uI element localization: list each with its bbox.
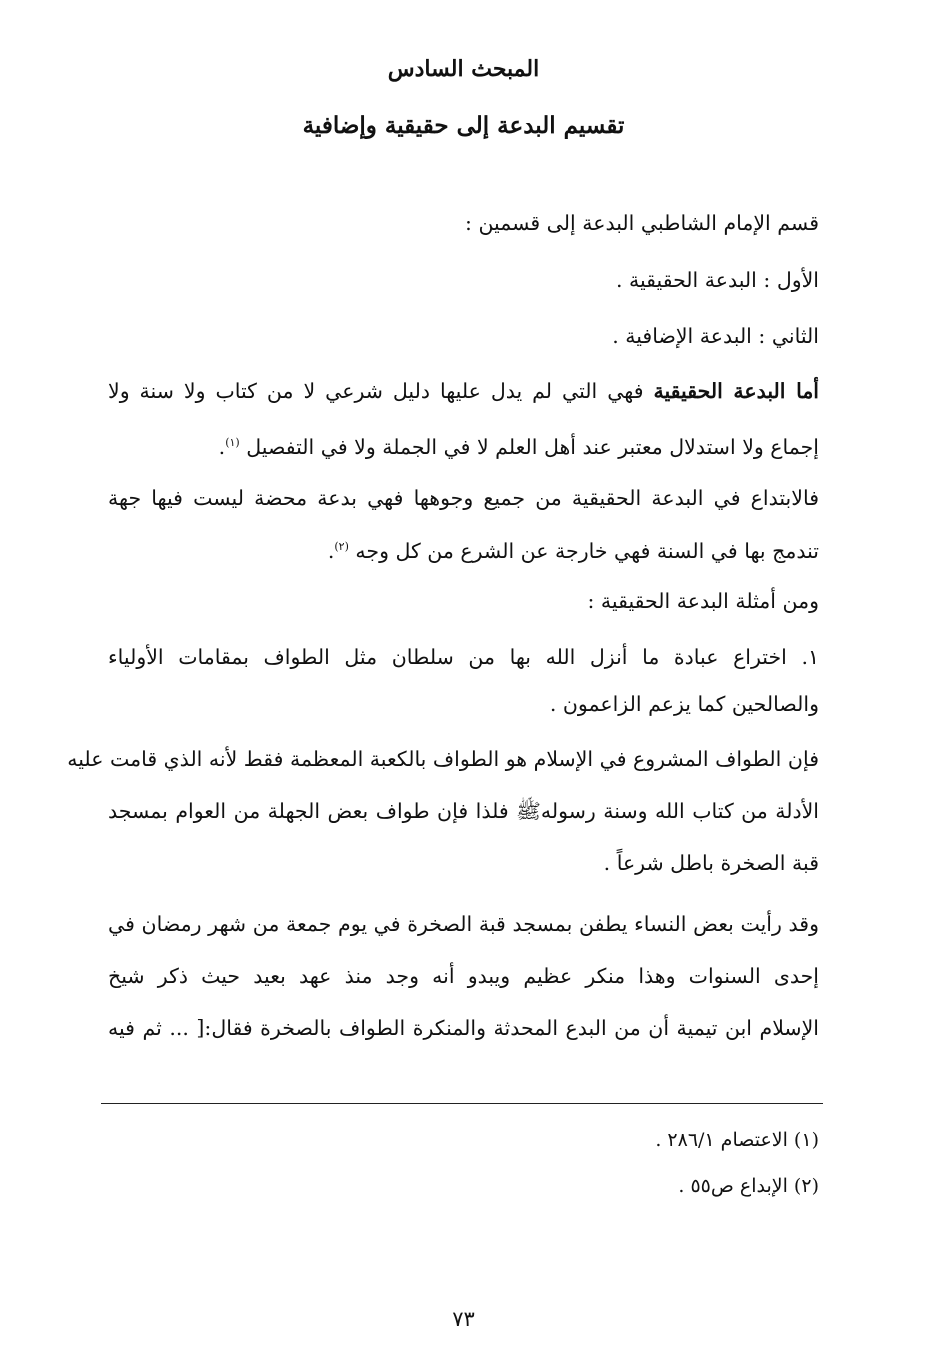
body-line-7-end: . (327, 539, 335, 563)
body-line-6: فالابتداع في البدعة الحقيقية من جميع وجوهها فهي بدعة محضة ليست فيها جهة (108, 486, 819, 510)
body-line-14: وقد رأيت بعض النساء يطفن بمسجد قبة الصخرة في يوم جمعة من شهر رمضان في (108, 912, 819, 936)
body-line-8: ومن أمثلة البدعة الحقيقية : (587, 589, 819, 613)
chapter-title: تقسيم البدعة إلى حقيقية وإضافية (302, 112, 625, 139)
body-line-5-text: إجماع ولا استدلال معتبر عند أهل العلم لا في الجملة ولا في التفصيل (239, 435, 819, 459)
footnote-ref-1: (١) (225, 436, 240, 450)
body-line-5-end: . (218, 435, 226, 459)
footnote-divider (101, 1103, 823, 1104)
body-line-2: الأول : البدعة الحقيقية . (615, 268, 819, 292)
footnote-ref-2: (٢) (334, 540, 349, 554)
body-line-11: فإن الطواف المشروع في الإسلام هو الطواف بالكعبة المعظمة فقط لأنه الذي قامت عليه (67, 747, 819, 771)
footnote-2: (٢) الإبداع ص٥٥ . (678, 1175, 819, 1197)
body-line-15: إحدى السنوات وهذا منكر عظيم ويبدو أنه وجد منذ عهد بعيد حيث ذكر شيخ (108, 964, 819, 988)
body-line-7 (108, 535, 819, 567)
body-line-3: الثاني : البدعة الإضافية . (612, 324, 819, 348)
body-line-12: الأدلة من كتاب الله وسنة رسولهﷺ فلذا فإن طواف بعض الجهلة من العوام بمسجد (108, 799, 819, 823)
term-real-bidah: أما البدعة الحقيقية (653, 379, 819, 403)
body-line-16: الإسلام ابن تيمية أن من البدع المحدثة والمنكرة الطواف بالصخرة فقال:[ ... ثم فيه (108, 1016, 819, 1040)
body-line-4 (108, 375, 819, 407)
body-line-9: ١. اختراع عبادة ما أنزل الله بها من سلطان مثل الطواف بمقامات الأولياء (108, 645, 819, 669)
footnote-1: (١) الاعتصام ٢٨٦/١ . (655, 1129, 819, 1151)
body-line-4-rest: فهي التي لم يدل عليها دليل شرعي لا من كتاب ولا سنة ولا (108, 379, 654, 403)
body-line-10: والصالحين كما يزعم الزاعمون . (549, 692, 819, 716)
body-line-7-text: تندمج بها في السنة فهي خارجة عن الشرع من كل وجه (348, 539, 819, 563)
page-number: ٧٣ (452, 1307, 475, 1331)
chapter-heading: المبحث السادس (387, 56, 540, 82)
body-line-5 (108, 431, 819, 463)
body-line-13: قبة الصخرة باطل شرعاً . (603, 851, 819, 875)
body-line-1: قسم الإمام الشاطبي البدعة إلى قسمين : (465, 211, 819, 235)
